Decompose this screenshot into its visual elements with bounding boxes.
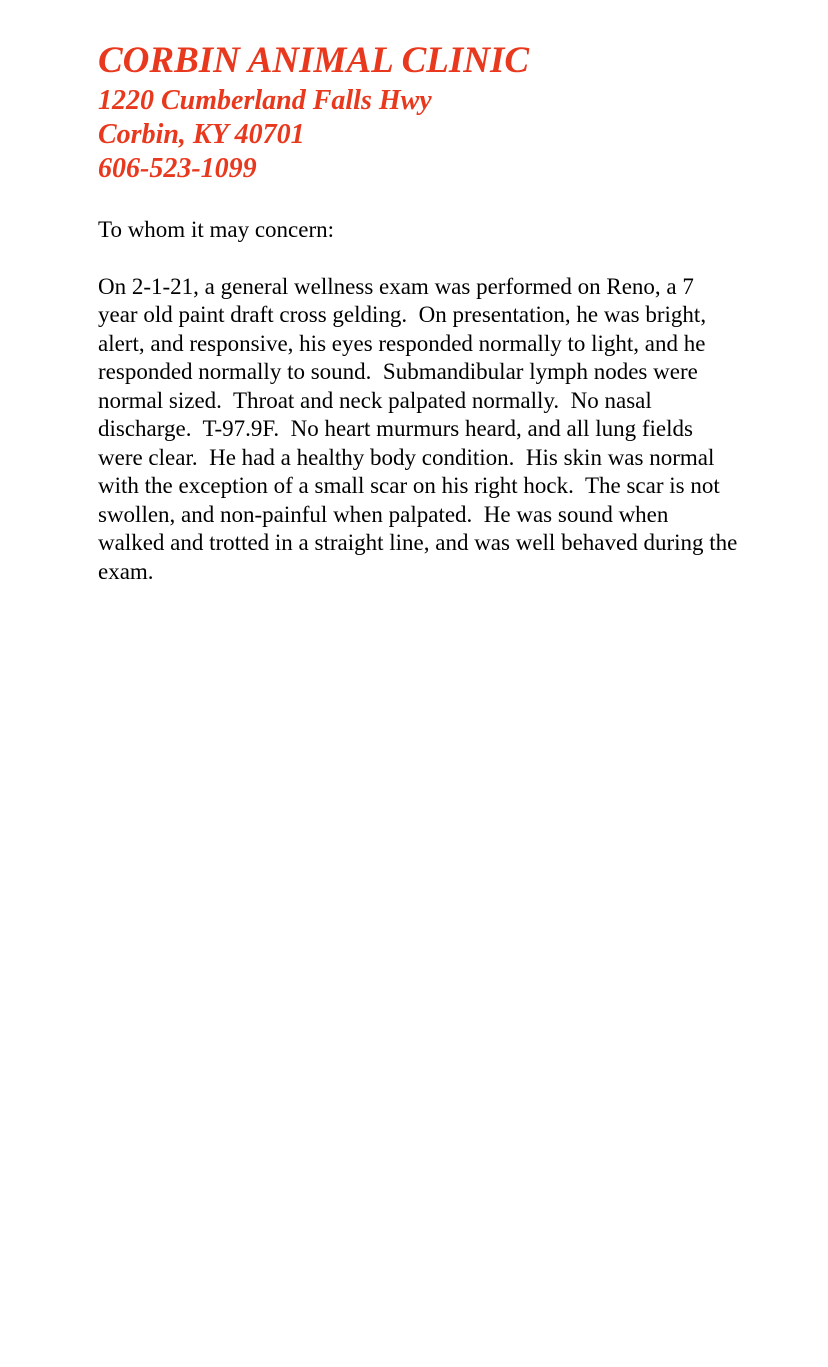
clinic-name: CORBIN ANIMAL CLINIC xyxy=(98,40,530,81)
clinic-street: 1220 Cumberland Falls Hwy xyxy=(98,85,432,116)
letterhead xyxy=(98,38,738,186)
clinic-phone: 606-523-1099 xyxy=(98,153,257,184)
letter-page xyxy=(98,38,744,586)
clinic-city-state-zip: Corbin, KY 40701 xyxy=(98,119,305,150)
salutation: To whom it may concern: xyxy=(98,217,334,242)
exam-report-paragraph: On 2-1-21, a general wellness exam was performed on Reno, a 7 year old paint draft cross gelding. On presentation, he was bright, alert, and responsive, his eyes responded normally to light, and he responded normally to sound. Submandibular lymph nodes were normal sized. Throat and neck palpated normally. No nasal discharge. T-97.9F. No heart murmurs heard, and all lung fields were clear. He had a healthy body condition. His skin was normal with the exception of a small scar on his right hock. The scar is not swollen, and non-painful when palpated. He was sound when walked and trotted in a straight line, and was well behaved during the exam. xyxy=(98,273,744,584)
